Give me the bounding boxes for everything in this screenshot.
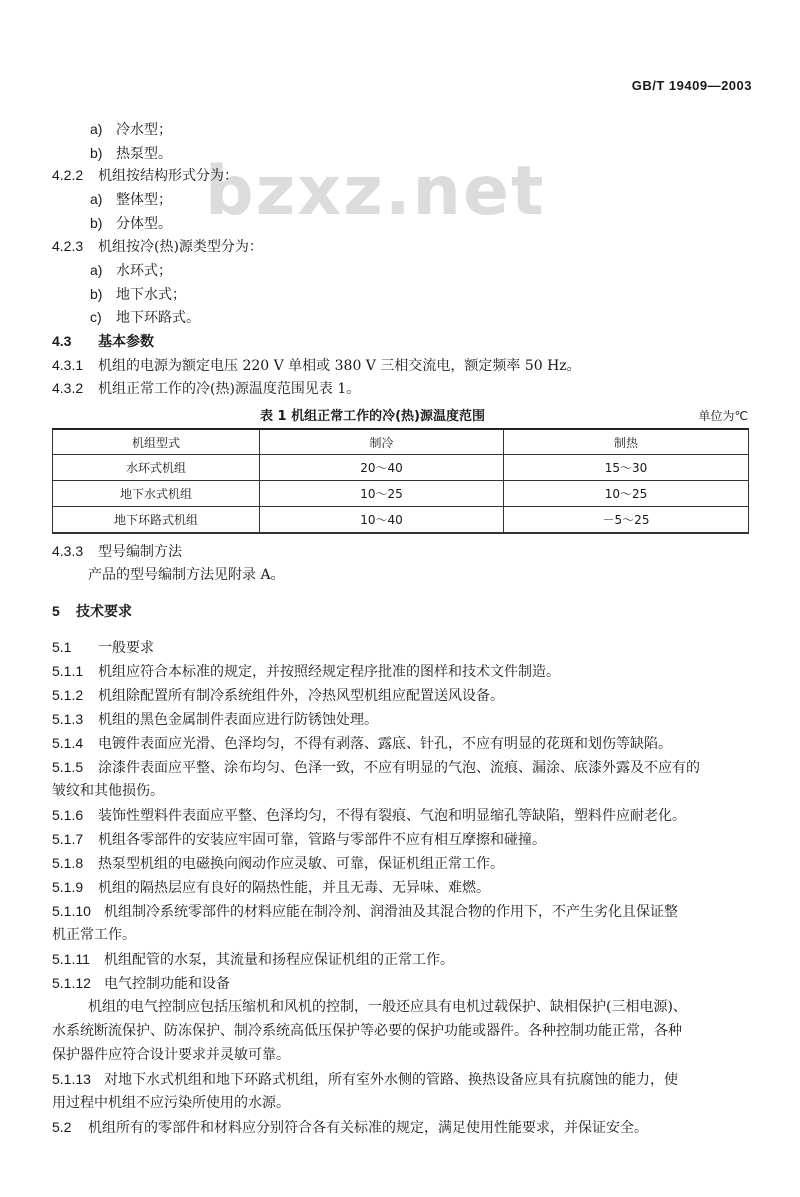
paragraph-line: 机组的电气控制应包括压缩机和风机的控制，一般还应具有电机过载保护、缺相保护(三相电源)、 — [88, 999, 687, 1015]
table-cell: 地下水式机组 — [53, 481, 260, 507]
subsection-heading-5-1: 5.1 一般要求 — [52, 639, 154, 656]
table-header-row — [53, 429, 749, 455]
column-header: 机组型式 — [53, 429, 260, 455]
table-row — [53, 507, 749, 534]
list-label: b) — [90, 286, 103, 302]
clause-5-1-7: 5.1.7 机组各零部件的安装应牢固可靠，管路与零部件不应有相互摩擦和碰撞。 — [52, 831, 546, 848]
list-label: b) — [90, 215, 103, 231]
clause-5-2: 5.2 机组所有的零部件和材料应分别符合各有关标准的规定，满足使用性能要求，并保证安全。 — [52, 1119, 648, 1136]
paragraph: 产品的型号编制方法见附录 A。 — [88, 567, 285, 583]
column-header: 制冷 — [260, 429, 504, 455]
clause-5-1-4: 5.1.4 电镀件表面应光滑、色泽均匀，不得有剥落、露底、针孔，不应有明显的花斑和划伤等缺陷。 — [52, 735, 672, 752]
clause-4-2-3: 4.2.3 机组按冷(热)源类型分为： — [52, 238, 263, 255]
clause-5-1-1: 5.1.1 机组应符合本标准的规定，并按照经规定程序批准的图样和技术文件制造。 — [52, 663, 560, 680]
table-cell: 水环式机组 — [53, 455, 260, 481]
list-label: a) — [90, 262, 103, 278]
list-item: a) 冷水型； — [90, 121, 172, 138]
list-label: a) — [90, 191, 103, 207]
list-item: a) 水环式； — [90, 262, 172, 279]
paragraph-line: 水系统断流保护、防冻保护、制冷系统高低压保护等必要的保护功能或器件。各种控制功能正常，各种 — [52, 1023, 682, 1039]
clause-5-1-12: 5.1.12 电气控制功能和设备 — [52, 975, 230, 992]
clause-5-1-10-cont: 机正常工作。 — [52, 927, 136, 943]
clause-4-3-2: 4.3.2 机组正常工作的冷(热)源温度范围见表 1。 — [52, 380, 361, 397]
list-item: b) 热泵型。 — [90, 145, 172, 162]
list-label: a) — [90, 121, 103, 137]
list-item: b) 地下水式； — [90, 286, 186, 303]
table-row — [53, 455, 749, 481]
clause-5-1-8: 5.1.8 热泵型机组的电磁换向阀动作应灵敏、可靠，保证机组正常工作。 — [52, 855, 504, 872]
list-label: b) — [90, 145, 103, 161]
list-label: c) — [90, 309, 102, 325]
table-cell: －5～25 — [504, 507, 749, 534]
table-caption: 表 1 机组正常工作的冷(热)源温度范围 — [260, 409, 485, 424]
section-heading-5: 5 技术要求 — [52, 603, 132, 620]
clause-4-3-1: 4.3.1 机组的电源为额定电压 220 V 单相或 380 V 三相交流电，额定频率 50 Hz。 — [52, 357, 581, 374]
list-item: b) 分体型。 — [90, 215, 172, 232]
document-number: GB/T 19409—2003 — [631, 78, 752, 93]
list-item: c) 地下环路式。 — [90, 309, 200, 326]
clause-5-1-10: 5.1.10 机组制冷系统零部件的材料应能在制冷剂、润滑油及其混合物的作用下，不产生劣化且保证整 — [52, 903, 678, 920]
clause-5-1-2: 5.1.2 机组除配置所有制冷系统组件外，冷热风型机组应配置送风设备。 — [52, 687, 504, 704]
clause-5-1-13: 5.1.13 对地下水式机组和地下环路式机组，所有室外水侧的管路、换热设备应具有抗腐蚀的能力，使 — [52, 1071, 678, 1088]
section-heading-4-3: 4.3 基本参数 — [52, 333, 154, 350]
table-row — [53, 481, 749, 507]
column-header: 制热 — [504, 429, 749, 455]
watermark-text: bzxz.net — [205, 152, 546, 231]
table-cell: 10～40 — [260, 507, 504, 534]
table-cell: 15～30 — [504, 455, 749, 481]
list-item: a) 整体型； — [90, 191, 172, 208]
clause-5-1-13-cont: 用过程中机组不应污染所使用的水源。 — [52, 1095, 290, 1111]
clause-5-1-5-cont: 皱纹和其他损伤。 — [52, 783, 164, 799]
table-cell: 10～25 — [260, 481, 504, 507]
clause-5-1-5: 5.1.5 涂漆件表面应平整、涂布均匀、色泽一致，不应有明显的气泡、流痕、漏涂、底漆外露及不应有的 — [52, 759, 700, 776]
clause-4-2-2: 4.2.2 机组按结构形式分为： — [52, 167, 238, 184]
clause-5-1-3: 5.1.3 机组的黑色金属制件表面应进行防锈蚀处理。 — [52, 711, 378, 728]
table-cell: 地下环路式机组 — [53, 507, 260, 534]
paragraph-line: 保护器件应符合设计要求并灵敏可靠。 — [52, 1047, 290, 1063]
clause-5-1-11: 5.1.11 机组配管的水泵，其流量和扬程应保证机组的正常工作。 — [52, 951, 454, 968]
table-unit: 单位为℃ — [698, 409, 748, 423]
clause-5-1-9: 5.1.9 机组的隔热层应有良好的隔热性能，并且无毒、无异味、难燃。 — [52, 879, 490, 896]
clause-5-1-6: 5.1.6 装饰性塑料件表面应平整、色泽均匀，不得有裂痕、气泡和明显缩孔等缺陷，塑料件应耐老化。 — [52, 807, 686, 824]
table-cell: 10～25 — [504, 481, 749, 507]
clause-4-3-3: 4.3.3 型号编制方法 — [52, 543, 182, 560]
table-cell: 20～40 — [260, 455, 504, 481]
temperature-range-table — [52, 428, 749, 534]
